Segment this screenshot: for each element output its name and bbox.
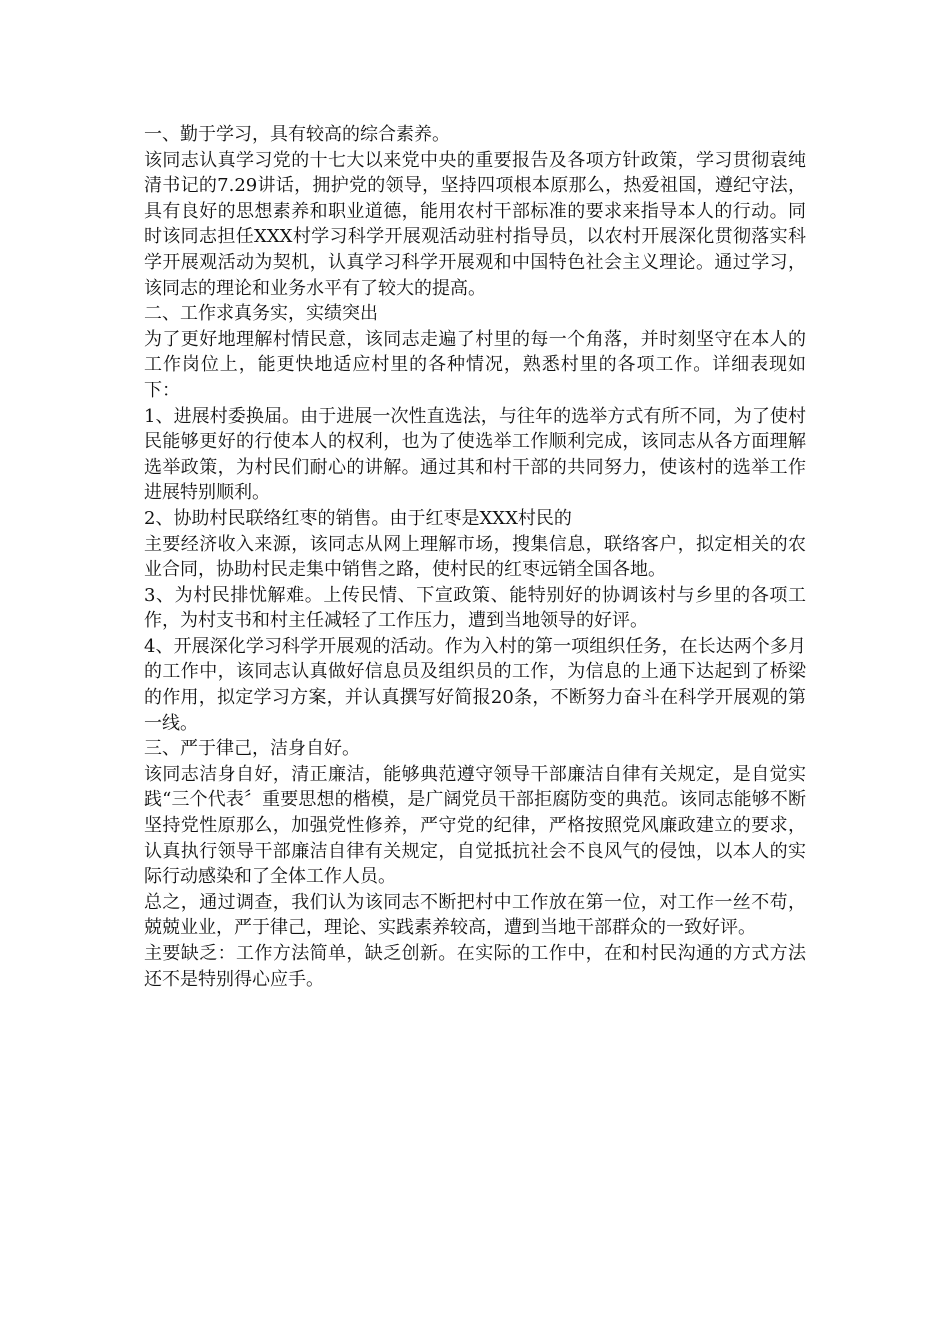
section-heading-2: 二、工作求真务实，实绩突出 [144,303,378,325]
paragraph-item-4: 4、开展深化学习科学开展观的活动。作为入村的第一项组织任务，在长达两个多月的工作中，该同志认真做好信息员及组织员的工作，为信息的上通下达起到了桥梁的作用，拟定学习方案，并认真撰写好简报20条，不断努力奋斗在科学开展观的第一线。 [144,635,806,734]
paragraph-item-2-continued: 主要经济收入来源，该同志从网上理解市场，搜集信息，联络客户，拟定相关的农业合同，协助村民走集中销售之路，使村民的红枣远销全国各地。 [144,533,806,581]
section-heading-1: 一、勤于学习，具有较高的综合素养。 [144,124,450,145]
paragraph-shortcomings: 主要缺乏：工作方法简单，缺乏创新。在实际的工作中，在和村民沟通的方式方法还不是特别得心应手。 [144,943,806,990]
section-heading-3: 三、严于律己，洁身自好。 [144,738,360,760]
paragraph-summary: 总之，通过调查，我们认为该同志不断把村中工作放在第一位，对工作一丝不苟，兢兢业业，严于律己，理论、实践素养较高，遭到当地干部群众的一致好评。 [144,891,806,939]
paragraph-study: 该同志认真学习党的十七大以来党中央的重要报告及各项方针政策，学习贯彻袁纯清书记的7.29讲话，拥护党的领导，坚持四项根本原那么，热爱祖国，遵纪守法，具有良好的思想素养和职业道德，能用农村干部标准的要求来指导本人的行动。同时该同志担任XXX村学习科学开展观活动驻村指导员，以农村开展深化贯彻落实科学开展观活动为契机，认真学习科学开展观和中国特色社会主义理论。通过学习，该同志的理论和业务水平有了较大的提高。 [144,149,806,299]
paragraph-item-3: 3、为村民排忧解难。上传民情、下宣政策、能特别好的协调该村与乡里的各项工作，为村支书和村主任减轻了工作压力，遭到当地领导的好评。 [144,584,806,632]
document-body [144,122,806,992]
paragraph-item-1: 1、进展村委换届。由于进展一次性直选法，与往年的选举方式有所不同，为了使村民能够更好的行使本人的权利，也为了使选举工作顺利完成，该同志从各方面理解选举政策，为村民们耐心的讲解。通过其和村干部的共同努力，使该村的选举工作进展特别顺利。 [144,405,806,504]
paragraph-work-intro: 为了更好地理解村情民意，该同志走遍了村里的每一个角落，并时刻坚守在本人的工作岗位上，能更快地适应村里的各种情况，熟悉村里的各项工作。详细表现如下： [144,328,806,401]
paragraph-discipline: 该同志洁身自好，清正廉洁，能够典范遵守领导干部廉洁自律有关规定，是自觉实践“三个代表〞重要思想的楷模，是广阔党员干部拒腐防变的典范。该同志能够不断坚持党性原那么，加强党性修养，严守党的纪律，严格按照党风廉政建立的要求，认真执行领导干部廉洁自律有关规定，自觉抵抗社会不良风气的侵蚀，以本人的实际行动感染和了全体工作人员。 [144,763,806,888]
paragraph-item-2: 2、协助村民联络红枣的销售。由于红枣是XXX村民的 [144,507,572,529]
